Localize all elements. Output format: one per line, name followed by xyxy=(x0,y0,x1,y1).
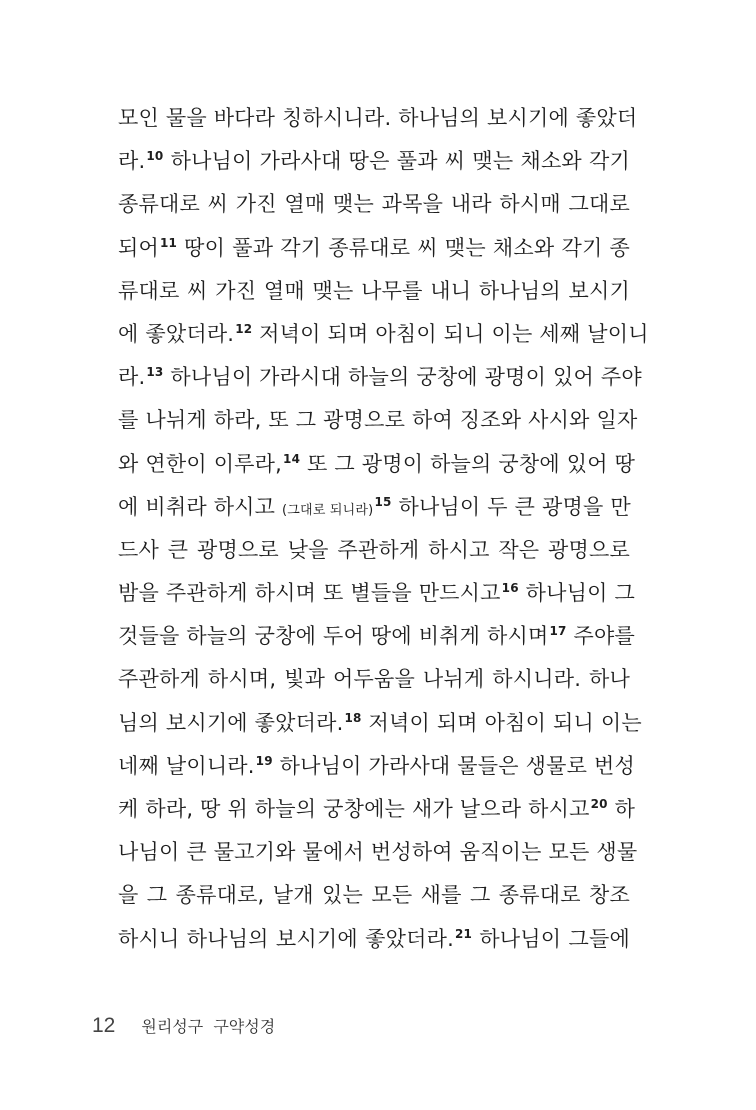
text-line xyxy=(118,874,630,917)
verse-text: 하나님이 가라시대 하늘의 궁창에 광명이 있어 주야 xyxy=(163,365,642,390)
text-line xyxy=(118,918,630,961)
verse-number: 14 xyxy=(283,451,301,466)
verse-text: 을 그 종류대로, 날개 있는 모든 새를 그 종류대로 창조 xyxy=(118,883,630,908)
page-number: 12 xyxy=(92,1014,116,1037)
verse-text: 하나님이 가라사대 물들은 생물로 번성 xyxy=(272,753,635,778)
verse-text: 주야를 xyxy=(566,624,635,649)
verse-text: 드사 큰 광명으로 낮을 주관하게 하시고 작은 광명으로 xyxy=(118,537,630,562)
text-line xyxy=(118,745,635,788)
verse-text: 류대로 씨 가진 열매 맺는 나무를 내니 하나님의 보시기 xyxy=(118,278,630,303)
text-line xyxy=(118,615,635,658)
verse-text: 하시니 하나님의 보시기에 좋았더라. xyxy=(118,926,454,951)
verse-text: 하나님이 그들에 xyxy=(472,926,630,951)
text-line xyxy=(118,313,649,356)
text-line xyxy=(118,831,638,874)
verse-text: 나님이 큰 물고기와 물에서 번성하여 움직이는 모든 생물 xyxy=(118,840,638,865)
verse-number: 18 xyxy=(344,710,362,725)
text-line xyxy=(118,572,635,615)
verse-text: 또 그 광명이 하늘의 궁창에 있어 땅 xyxy=(300,451,636,476)
text-line xyxy=(118,227,630,270)
book-title: 원리성구 구약성경 xyxy=(141,1017,276,1036)
verse-text: 하나님이 그 xyxy=(518,581,635,606)
page-footer xyxy=(92,1014,275,1038)
verse-number: 20 xyxy=(590,797,608,811)
verse-number: 13 xyxy=(146,365,164,380)
verse-text: 종류대로 씨 가진 열매 맺는 과목을 내라 하시매 그대로 xyxy=(118,192,630,217)
verse-text: 에 비취라 하시고 xyxy=(118,494,283,519)
verse-text: 되어 xyxy=(118,235,159,260)
verse-text: 저녁이 되며 아침이 되니 이는 xyxy=(361,710,642,735)
text-line xyxy=(118,529,630,572)
page-body-text xyxy=(118,97,649,961)
verse-text: 하나님이 두 큰 광명을 만 xyxy=(391,494,631,519)
verse-text: 하나님이 가라사대 땅은 풀과 씨 맺는 채소와 각기 xyxy=(163,149,630,174)
text-line xyxy=(118,443,636,486)
verse-text: 와 연한이 이루라, xyxy=(118,451,283,476)
text-line xyxy=(118,270,630,313)
verse-number: 17 xyxy=(549,624,567,639)
verse-number: 10 xyxy=(146,149,164,164)
verse-text: 네째 날이니라. xyxy=(118,753,255,778)
verse-text: 라. xyxy=(118,149,146,174)
verse-text: 모인 물을 바다라 칭하시니라. 하나님의 보시기에 좋았더 xyxy=(118,106,638,130)
text-line xyxy=(118,183,630,226)
text-line xyxy=(118,140,630,183)
verse-text: 땅이 풀과 각기 종류대로 씨 맺는 채소와 각기 종 xyxy=(177,235,630,260)
verse-text: 하 xyxy=(607,797,636,821)
text-line xyxy=(118,702,642,745)
verse-number: 21 xyxy=(454,926,473,941)
verse-number: 15 xyxy=(374,494,392,509)
verse-text: 밤을 주관하게 하시며 또 별들을 만드시고 xyxy=(118,581,501,606)
verse-number: 11 xyxy=(159,235,178,250)
text-line xyxy=(118,658,630,701)
verse-text: 라. xyxy=(118,365,146,390)
verse-text: 님의 보시기에 좋았더라. xyxy=(118,710,344,735)
verse-text: 에 좋았더라. xyxy=(118,321,235,346)
verse-number: 12 xyxy=(235,321,253,336)
text-line xyxy=(118,486,630,529)
verse-number: 16 xyxy=(501,581,519,596)
text-line xyxy=(118,356,642,399)
verse-text: 주관하게 하시며, 빛과 어두움을 나뉘게 하시니라. 하나 xyxy=(118,667,630,692)
verse-text: 를 나뉘게 하라, 또 그 광명으로 하여 징조와 사시와 일자 xyxy=(118,408,638,433)
text-line xyxy=(118,97,638,140)
text-line xyxy=(118,788,636,831)
verse-text: 케 하라, 땅 위 하늘의 궁창에는 새가 날으라 하시고 xyxy=(118,797,590,821)
text-line xyxy=(118,399,638,442)
parenthetical-note: (그대로 되니라) xyxy=(282,502,374,518)
verse-text: 것들을 하늘의 궁창에 두어 땅에 비취게 하시며 xyxy=(118,624,549,649)
verse-number: 19 xyxy=(255,753,273,768)
verse-text: 저녁이 되며 아침이 되니 이는 세째 날이니 xyxy=(252,321,649,346)
